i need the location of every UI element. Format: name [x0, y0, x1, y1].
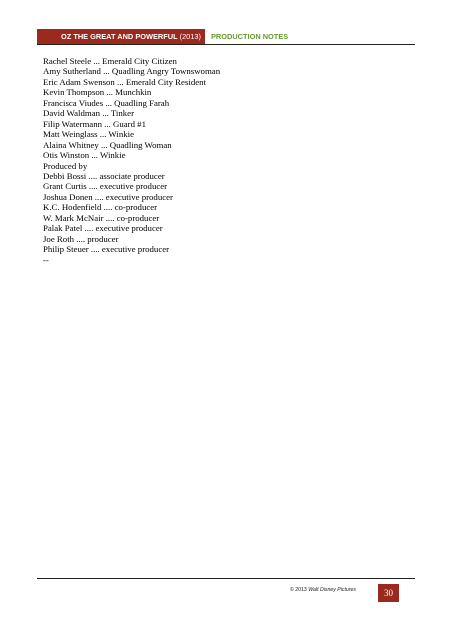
section-label: PRODUCTION NOTES: [210, 32, 289, 41]
list-item: Otis Winston ... Winkie: [43, 150, 126, 161]
document-title: OZ THE GREAT AND POWERFUL: [61, 32, 178, 41]
section-heading: Produced by: [43, 160, 88, 171]
footer-divider: [37, 578, 415, 579]
list-item: Matt Weinglass ... Winkie: [43, 129, 134, 140]
list-item: Kevin Thompson ... Munchkin: [43, 87, 152, 98]
document-title-banner: [37, 29, 205, 44]
list-item: Rachel Steele ... Emerald City Citizen: [43, 56, 177, 66]
copyright-company: Walt Disney Pictures: [308, 587, 357, 593]
copyright-prefix: © 2013: [290, 587, 309, 593]
list-item: Palak Patel .... executive producer: [43, 223, 163, 234]
list-item: Philip Steuer .... executive producer: [43, 244, 170, 255]
list-item: Alaina Whitney ... Quadling Woman: [43, 139, 172, 150]
list-item: Joshua Donen .... executive producer: [43, 191, 173, 202]
list-item: W. Mark McNair .... co-producer: [43, 212, 160, 223]
list-item: K.C. Hodenfield .... co-producer: [43, 202, 158, 213]
page-header: [37, 29, 288, 44]
list-item: Eric Adam Swenson ... Emerald City Resident: [43, 76, 206, 87]
list-item: Filip Watermann ... Guard #1: [43, 118, 146, 129]
list-item: Francisca Viudes ... Quadling Farah: [43, 97, 170, 108]
list-item: Debbi Bossi .... associate producer: [43, 170, 165, 181]
list-item: Grant Curtis .... executive producer: [43, 181, 168, 192]
list-item: Joe Roth .... producer: [43, 233, 119, 244]
document-year: (2013): [179, 32, 201, 41]
copyright-notice: [290, 587, 376, 593]
list-item: --: [43, 254, 49, 265]
list-item: Amy Sutherland ... Quadling Angry Townswoman: [43, 66, 221, 77]
page-number: 30: [378, 584, 399, 602]
credits-list: [43, 56, 413, 265]
header-divider: [37, 44, 415, 45]
list-item: David Waldman ... Tinker: [43, 108, 135, 119]
